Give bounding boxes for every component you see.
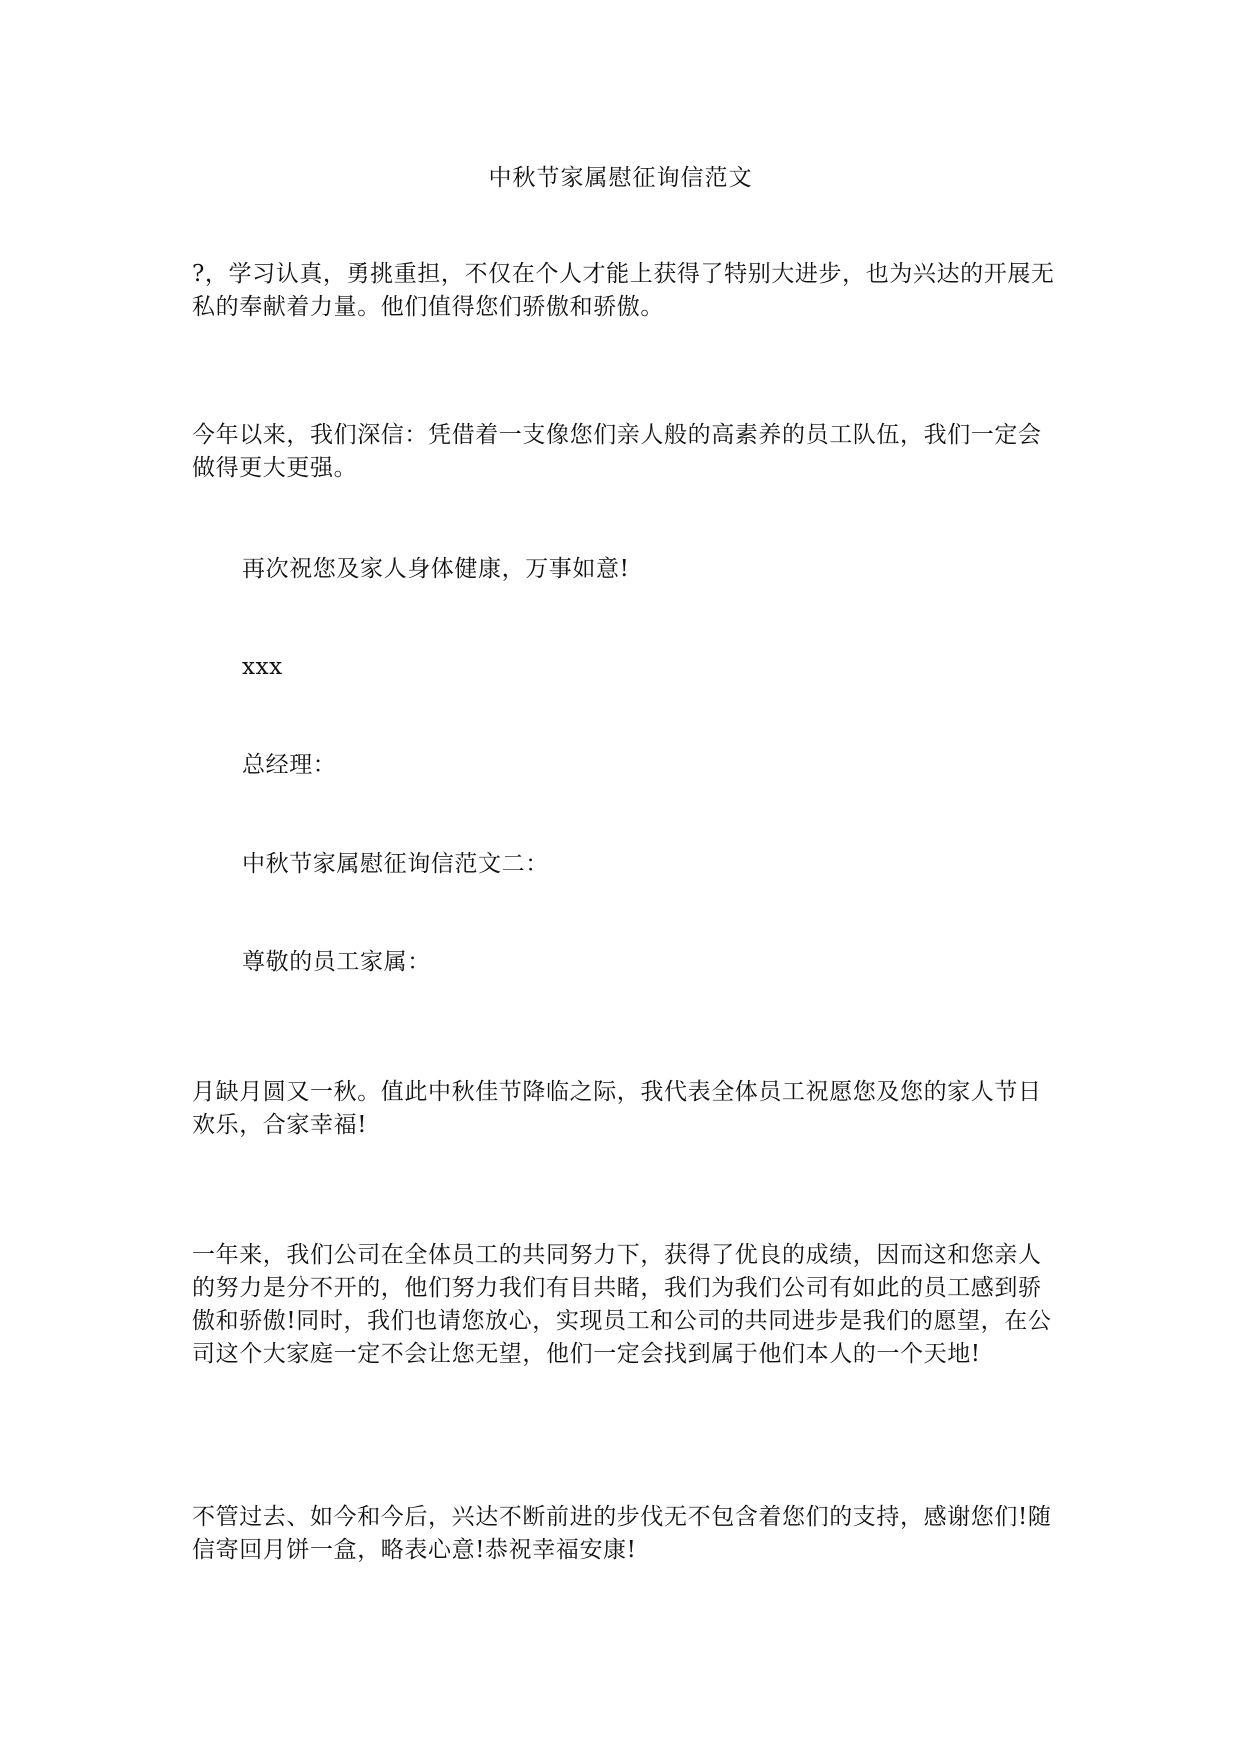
paragraph-9: 一年来，我们公司在全体员工的共同努力下，获得了优良的成绩，因而这和您亲人的努力是分不开的，他们努力我们有目共睹，我们为我们公司有如此的员工感到骄傲和骄傲!同时，我们也请您放心，实现员工和公司的共同进步是我们的愿望，在公司这个大家庭一定不会让您无望，他们一定会找到属于他们本人的一个天地! [192,1242,1052,1367]
salutation: 尊敬的员工家属： [242,949,431,975]
document-title: 中秋节家属慰征询信范文 [488,165,753,191]
paragraph-8: 月缺月圆又一秋。值此中秋佳节降临之际，我代表全体员工祝愿您及您的家人节日欢乐，合家幸福! [192,1079,1042,1138]
signature-name: xxx [242,654,283,680]
section-heading-2: 中秋节家属慰征询信范文二： [242,851,549,877]
paragraph-2: 今年以来，我们深信：凭借着一支像您们亲人般的高素养的员工队伍，我们一定会做得更大更强。 [192,422,1042,481]
closing-wishes: 再次祝您及家人身体健康，万事如意! [242,556,630,582]
paragraph-1: ?，学习认真，勇挑重担，不仅在个人才能上获得了特别大进步，也为兴达的开展无私的奉献着力量。他们值得您们骄傲和骄傲。 [192,261,1055,320]
signature-title: 总经理： [242,752,337,778]
paragraph-10: 不管过去、如今和今后，兴达不断前进的步伐无不包含着您们的支持，感谢您们!随信寄回月饼一盒，略表心意!恭祝幸福安康! [192,1504,1052,1563]
